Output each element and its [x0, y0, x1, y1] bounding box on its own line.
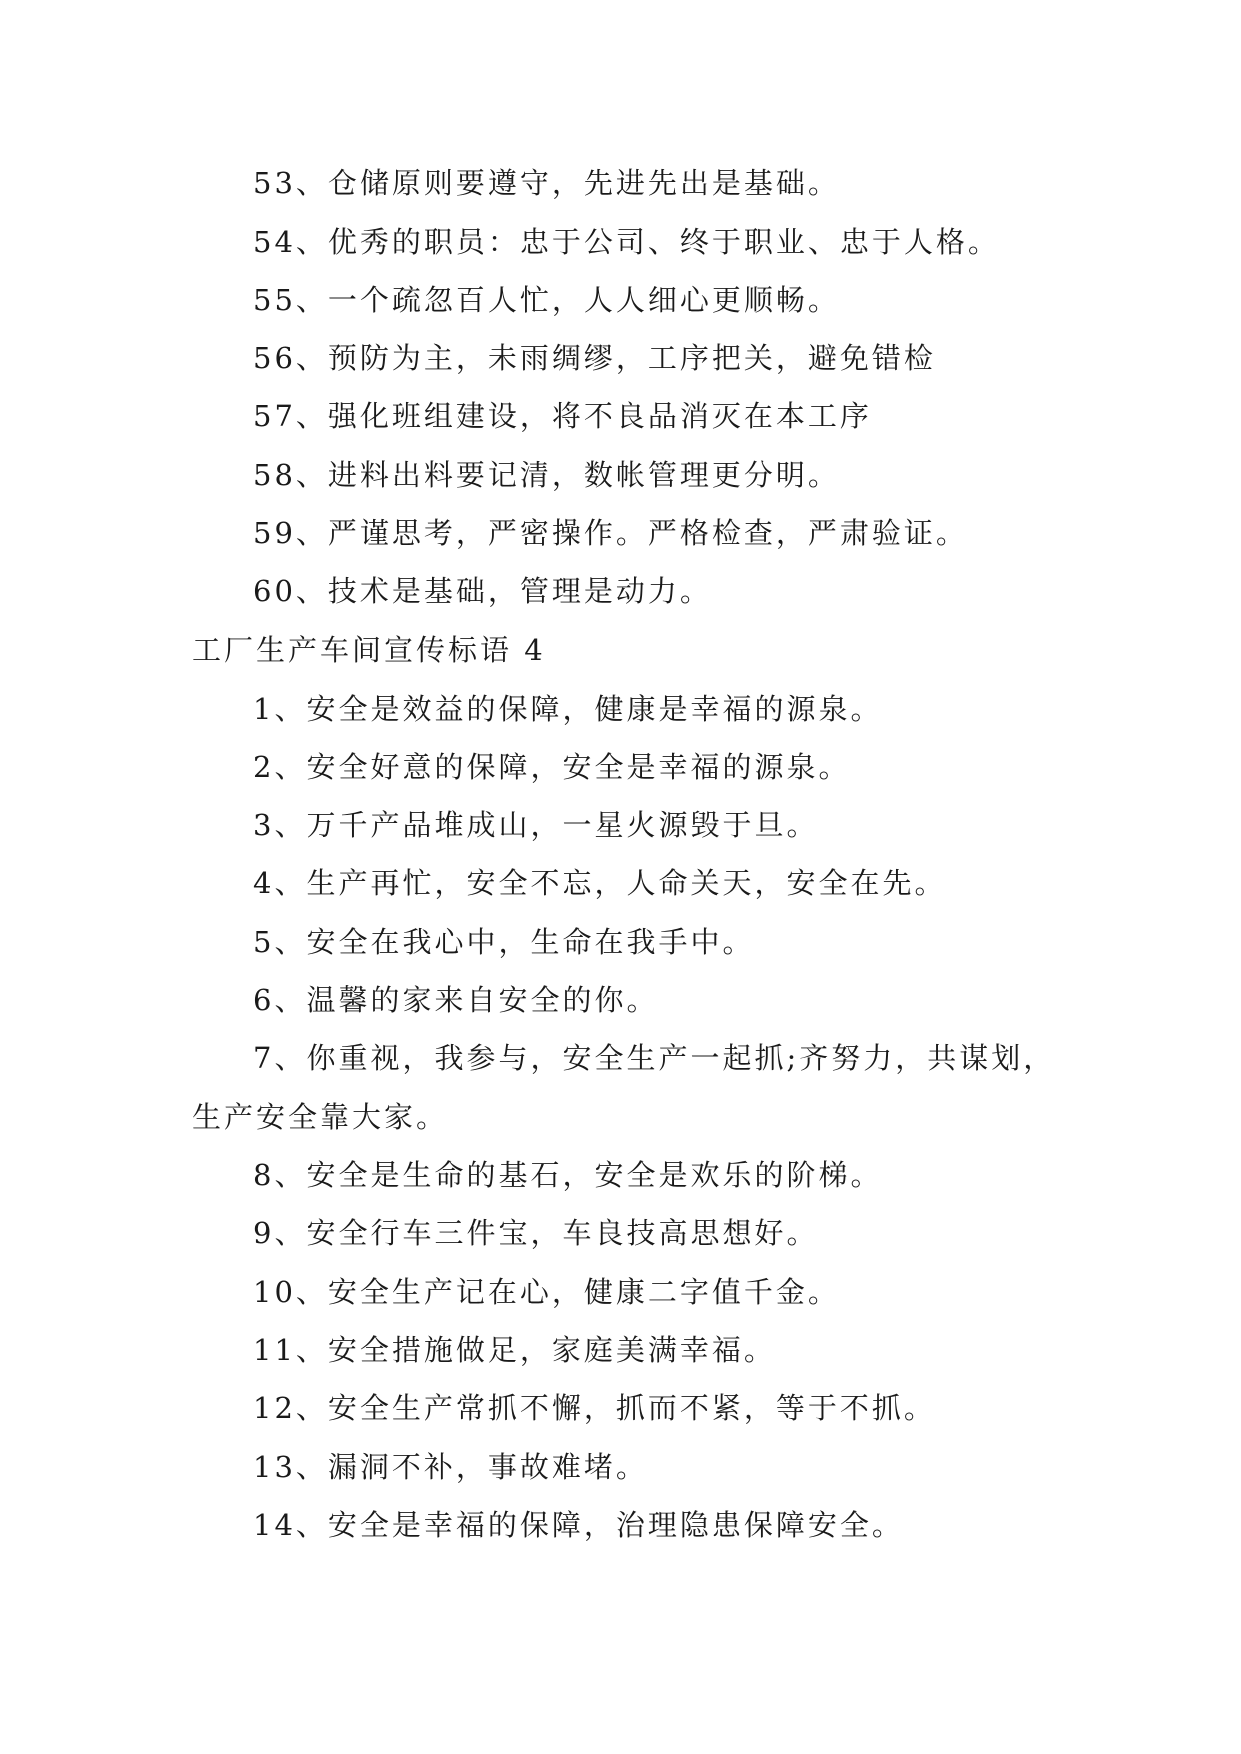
safety-slogan-14: 14、安全是幸福的保障，治理隐患保障安全。 [253, 1508, 904, 1542]
safety-slogan-7: 7、你重视，我参与，安全生产一起抓;齐努力，共谋划， [253, 1041, 1056, 1075]
safety-slogan-4: 4、生产再忙，安全不忘，人命关天，安全在先。 [253, 866, 947, 900]
slogan-59: 59、严谨思考，严密操作。严格检查，严肃验证。 [253, 516, 968, 550]
safety-slogan-7-continuation: 生产安全靠大家。 [192, 1100, 449, 1134]
safety-slogan-1: 1、安全是效益的保障，健康是幸福的源泉。 [253, 692, 883, 726]
safety-slogan-2: 2、安全好意的保障，安全是幸福的源泉。 [253, 750, 851, 784]
safety-slogan-9: 9、安全行车三件宝，车良技高思想好。 [253, 1216, 819, 1250]
slogan-54: 54、优秀的职员：忠于公司、终于职业、忠于人格。 [253, 225, 1000, 259]
slogan-58: 58、进料出料要记清，数帐管理更分明。 [253, 458, 840, 492]
slogan-60: 60、技术是基础，管理是动力。 [253, 574, 712, 608]
safety-slogan-6: 6、温馨的家来自安全的你。 [253, 983, 659, 1017]
safety-slogan-3: 3、万千产品堆成山，一星火源毁于旦。 [253, 808, 819, 842]
safety-slogan-13: 13、漏洞不补，事故难堵。 [253, 1450, 648, 1484]
safety-slogan-12: 12、安全生产常抓不懈，抓而不紧，等于不抓。 [253, 1391, 936, 1425]
slogan-57: 57、强化班组建设，将不良品消灭在本工序 [253, 399, 872, 433]
safety-slogan-11: 11、安全措施做足，家庭美满幸福。 [253, 1333, 776, 1367]
safety-slogan-10: 10、安全生产记在心，健康二字值千金。 [253, 1275, 840, 1309]
slogan-55: 55、一个疏忽百人忙，人人细心更顺畅。 [253, 283, 840, 317]
safety-slogan-5: 5、安全在我心中，生命在我手中。 [253, 925, 755, 959]
slogan-56: 56、预防为主，未雨绸缪，工序把关，避免错检 [253, 341, 936, 375]
section-heading: 工厂生产车间宣传标语 4 [192, 633, 546, 667]
safety-slogan-8: 8、安全是生命的基石，安全是欢乐的阶梯。 [253, 1158, 883, 1192]
slogan-53: 53、仓储原则要遵守，先进先出是基础。 [253, 166, 840, 200]
